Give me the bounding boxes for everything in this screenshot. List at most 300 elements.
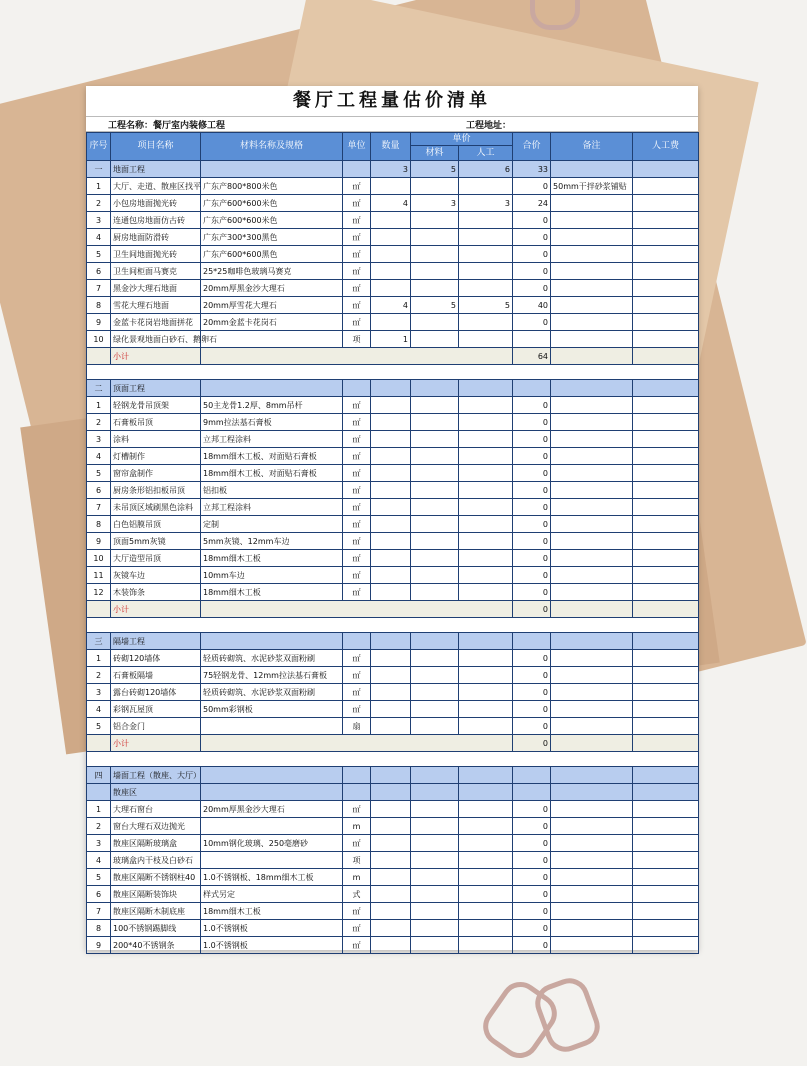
row-total: 0 xyxy=(513,667,551,684)
row-labor-price xyxy=(459,246,513,263)
row-item-name: 厨房地面防滑砖 xyxy=(111,229,201,246)
row-item-name: 大厅、走道、散座区找平 xyxy=(111,178,201,195)
row-number: 6 xyxy=(87,263,111,280)
row-mat-price xyxy=(411,550,459,567)
row-mat-price xyxy=(411,314,459,331)
row-unit: ㎡ xyxy=(343,584,371,601)
row-material: 立邦工程涂料 xyxy=(201,431,343,448)
row-labor-fee xyxy=(633,584,699,601)
row-remark xyxy=(551,818,633,835)
row-mat-price: 3 xyxy=(411,195,459,212)
header-labor: 人工 xyxy=(459,146,513,161)
row-unit: ㎡ xyxy=(343,397,371,414)
row-labor-fee xyxy=(633,263,699,280)
subtotal-value: 0 xyxy=(513,601,551,618)
header-unit-price: 单价 xyxy=(411,133,513,146)
row-remark xyxy=(551,701,633,718)
table-row xyxy=(87,718,699,735)
row-item-name: 散座区隔断木制底座 xyxy=(111,903,201,920)
row-labor-price xyxy=(459,482,513,499)
row-mat-price xyxy=(411,937,459,954)
row-number: 11 xyxy=(87,567,111,584)
row-material: 立邦工程涂料 xyxy=(201,499,343,516)
row-mat-price xyxy=(411,903,459,920)
row-total: 0 xyxy=(513,516,551,533)
row-number: 2 xyxy=(87,667,111,684)
row-unit: ㎡ xyxy=(343,482,371,499)
row-total: 0 xyxy=(513,397,551,414)
row-labor-price xyxy=(459,178,513,195)
row-qty xyxy=(371,431,411,448)
row-mat-price xyxy=(411,667,459,684)
row-labor-fee xyxy=(633,920,699,937)
table-row xyxy=(87,684,699,701)
section-unit xyxy=(343,633,371,650)
section-number: 四 xyxy=(87,767,111,784)
row-unit: ㎡ xyxy=(343,701,371,718)
row-total: 24 xyxy=(513,195,551,212)
row-material: 广东产600*600米色 xyxy=(201,195,343,212)
row-qty xyxy=(371,903,411,920)
row-material: 铝扣板 xyxy=(201,482,343,499)
section-number: 二 xyxy=(87,380,111,397)
row-unit: ㎡ xyxy=(343,465,371,482)
row-mat-price xyxy=(411,718,459,735)
row-number: 5 xyxy=(87,465,111,482)
row-remark xyxy=(551,280,633,297)
row-material: 18mm细木工板 xyxy=(201,903,343,920)
row-number: 8 xyxy=(87,297,111,314)
row-item-name: 雪花大理石地面 xyxy=(111,297,201,314)
row-labor-price xyxy=(459,920,513,937)
row-material: 轻质砖砌筑、水泥砂浆双面粉刷 xyxy=(201,650,343,667)
row-unit: ㎡ xyxy=(343,533,371,550)
row-remark xyxy=(551,448,633,465)
row-unit: ㎡ xyxy=(343,414,371,431)
row-remark xyxy=(551,195,633,212)
row-labor-price xyxy=(459,533,513,550)
table-row xyxy=(87,414,699,431)
row-item-name: 连通包房地面仿古砖 xyxy=(111,212,201,229)
section-labor xyxy=(459,767,513,784)
table-row xyxy=(87,246,699,263)
row-remark xyxy=(551,650,633,667)
row-number: 6 xyxy=(87,886,111,903)
row-total: 0 xyxy=(513,280,551,297)
row-total: 0 xyxy=(513,212,551,229)
row-total: 0 xyxy=(513,852,551,869)
row-material: 广东产300*300黑色 xyxy=(201,229,343,246)
row-number: 2 xyxy=(87,195,111,212)
row-remark xyxy=(551,431,633,448)
row-labor-fee xyxy=(633,886,699,903)
gap-cell xyxy=(87,752,699,767)
estimate-table xyxy=(86,132,699,954)
table-row xyxy=(87,903,699,920)
row-total: 0 xyxy=(513,414,551,431)
row-material: 20mm厚黑金沙大理石 xyxy=(201,280,343,297)
row-item-name: 彩钢瓦屋顶 xyxy=(111,701,201,718)
area-cell xyxy=(201,784,343,801)
subtotal-label: 小计 xyxy=(111,601,201,618)
row-material xyxy=(201,852,343,869)
row-qty xyxy=(371,280,411,297)
section-material xyxy=(201,633,343,650)
row-mat-price xyxy=(411,280,459,297)
row-labor-price xyxy=(459,718,513,735)
row-number: 1 xyxy=(87,801,111,818)
row-qty xyxy=(371,314,411,331)
row-mat-price xyxy=(411,212,459,229)
row-number: 5 xyxy=(87,246,111,263)
row-labor-price xyxy=(459,229,513,246)
row-remark: 50mm干拌砂浆铺贴 xyxy=(551,178,633,195)
section-unit xyxy=(343,380,371,397)
row-labor-price xyxy=(459,397,513,414)
table-row xyxy=(87,482,699,499)
row-total: 0 xyxy=(513,314,551,331)
subtotal-value: 64 xyxy=(513,348,551,365)
table-row xyxy=(87,584,699,601)
header-seq: 序号 xyxy=(87,133,111,161)
row-qty xyxy=(371,701,411,718)
row-qty xyxy=(371,229,411,246)
row-item-name: 露台砖砌120墙体 xyxy=(111,684,201,701)
row-total: 0 xyxy=(513,465,551,482)
row-number: 1 xyxy=(87,650,111,667)
row-labor-fee xyxy=(633,650,699,667)
row-total: 0 xyxy=(513,533,551,550)
row-labor-price xyxy=(459,448,513,465)
section-unit xyxy=(343,767,371,784)
section-labor-fee xyxy=(633,767,699,784)
table-row xyxy=(87,331,699,348)
row-unit: ㎡ xyxy=(343,516,371,533)
row-number: 12 xyxy=(87,584,111,601)
row-labor-fee xyxy=(633,667,699,684)
row-labor-price xyxy=(459,650,513,667)
row-item-name: 未吊顶区域刷黑色涂料 xyxy=(111,499,201,516)
row-total: 0 xyxy=(513,431,551,448)
row-total: 0 xyxy=(513,499,551,516)
row-labor-fee xyxy=(633,195,699,212)
section-total xyxy=(513,380,551,397)
row-total: 0 xyxy=(513,701,551,718)
row-unit: ㎡ xyxy=(343,246,371,263)
row-item-name: 玻璃盒内干枝及白砂石 xyxy=(111,852,201,869)
section-unit xyxy=(343,161,371,178)
row-labor-fee xyxy=(633,684,699,701)
table-row xyxy=(87,212,699,229)
row-remark xyxy=(551,584,633,601)
row-material: 18mm细木工板、对面贴石膏板 xyxy=(201,465,343,482)
row-unit: ㎡ xyxy=(343,212,371,229)
row-total: 0 xyxy=(513,886,551,903)
subtotal-labor-fee xyxy=(633,348,699,365)
header-mat: 材料 xyxy=(411,146,459,161)
row-labor-price xyxy=(459,465,513,482)
gap-cell xyxy=(87,365,699,380)
row-remark xyxy=(551,937,633,954)
section-labor-fee xyxy=(633,380,699,397)
row-total: 0 xyxy=(513,229,551,246)
row-labor-fee xyxy=(633,465,699,482)
row-unit: ㎡ xyxy=(343,903,371,920)
row-total: 0 xyxy=(513,567,551,584)
header-remark: 备注 xyxy=(551,133,633,161)
section-material xyxy=(201,767,343,784)
row-number: 7 xyxy=(87,499,111,516)
row-unit: ㎡ xyxy=(343,650,371,667)
row-labor-price: 5 xyxy=(459,297,513,314)
row-material: 广东产600*600米色 xyxy=(201,212,343,229)
section-number: 三 xyxy=(87,633,111,650)
row-total: 0 xyxy=(513,263,551,280)
row-number: 8 xyxy=(87,516,111,533)
row-labor-price xyxy=(459,567,513,584)
table-row xyxy=(87,397,699,414)
row-qty xyxy=(371,718,411,735)
row-unit: ㎡ xyxy=(343,835,371,852)
subtotal-span xyxy=(201,601,513,618)
table-row xyxy=(87,533,699,550)
row-mat-price: 5 xyxy=(411,297,459,314)
row-qty: 4 xyxy=(371,195,411,212)
row-number: 6 xyxy=(87,482,111,499)
row-labor-price xyxy=(459,701,513,718)
row-number: 10 xyxy=(87,331,111,348)
row-number: 9 xyxy=(87,314,111,331)
row-material xyxy=(201,331,343,348)
row-material: 广东产800*800米色 xyxy=(201,178,343,195)
row-remark xyxy=(551,212,633,229)
row-item-name: 大理石窗台 xyxy=(111,801,201,818)
row-remark xyxy=(551,684,633,701)
table-row xyxy=(87,550,699,567)
row-mat-price xyxy=(411,701,459,718)
row-qty xyxy=(371,650,411,667)
section-name: 隔墙工程 xyxy=(111,633,201,650)
row-item-name: 散座区隔断装饰块 xyxy=(111,886,201,903)
table-row xyxy=(87,801,699,818)
row-mat-price xyxy=(411,584,459,601)
row-remark xyxy=(551,465,633,482)
section-name: 墙面工程（散座、大厅） xyxy=(111,767,201,784)
row-unit: ㎡ xyxy=(343,431,371,448)
table-row xyxy=(87,852,699,869)
project-name: 工程名称：餐厅室内装修工程 xyxy=(108,121,226,131)
row-labor-price xyxy=(459,903,513,920)
row-number: 4 xyxy=(87,852,111,869)
row-material: 9mm拉法基石膏板 xyxy=(201,414,343,431)
section-remark xyxy=(551,380,633,397)
row-labor-price xyxy=(459,852,513,869)
row-mat-price xyxy=(411,835,459,852)
subtotal-label: 小计 xyxy=(111,735,201,752)
row-item-name: 涂料 xyxy=(111,431,201,448)
row-mat-price xyxy=(411,229,459,246)
row-unit: ㎡ xyxy=(343,314,371,331)
row-material: 20mm厚雪花大理石 xyxy=(201,297,343,314)
section-labor: 6 xyxy=(459,161,513,178)
section-mat xyxy=(411,380,459,397)
row-total: 0 xyxy=(513,869,551,886)
row-item-name: 小包房地面抛光砖 xyxy=(111,195,201,212)
row-material: 50主龙骨1.2厚、8mm吊杆 xyxy=(201,397,343,414)
section-mat xyxy=(411,633,459,650)
row-qty xyxy=(371,533,411,550)
section-header-row xyxy=(87,161,699,178)
row-item-name: 散座区隔断玻璃盒 xyxy=(111,835,201,852)
header-qty: 数量 xyxy=(371,133,411,161)
row-remark xyxy=(551,835,633,852)
row-qty xyxy=(371,212,411,229)
row-labor-fee xyxy=(633,314,699,331)
subtotal-row xyxy=(87,348,699,365)
row-mat-price xyxy=(411,886,459,903)
section-qty xyxy=(371,767,411,784)
row-qty xyxy=(371,263,411,280)
row-labor-fee xyxy=(633,818,699,835)
table-row xyxy=(87,280,699,297)
row-remark xyxy=(551,718,633,735)
row-total: 0 xyxy=(513,584,551,601)
row-item-name: 金蓝卡花岗岩地面拼花 xyxy=(111,314,201,331)
row-number: 8 xyxy=(87,920,111,937)
subtotal-remark xyxy=(551,735,633,752)
row-number: 5 xyxy=(87,869,111,886)
row-unit: ㎡ xyxy=(343,684,371,701)
row-remark xyxy=(551,550,633,567)
row-material: 18mm细木工板 xyxy=(201,584,343,601)
row-item-name: 轻钢龙骨吊顶架 xyxy=(111,397,201,414)
row-item-name: 灰镜车边 xyxy=(111,567,201,584)
row-qty xyxy=(371,178,411,195)
table-row xyxy=(87,920,699,937)
row-unit: ㎡ xyxy=(343,229,371,246)
row-qty xyxy=(371,835,411,852)
table-row xyxy=(87,886,699,903)
header-material: 材料名称及规格 xyxy=(201,133,343,161)
row-labor-price xyxy=(459,331,513,348)
row-number: 5 xyxy=(87,718,111,735)
row-unit: ㎡ xyxy=(343,448,371,465)
row-remark xyxy=(551,331,633,348)
row-labor-price xyxy=(459,684,513,701)
section-qty: 3 xyxy=(371,161,411,178)
row-remark xyxy=(551,516,633,533)
row-total: 0 xyxy=(513,550,551,567)
table-row xyxy=(87,448,699,465)
row-total: 0 xyxy=(513,818,551,835)
row-labor-fee xyxy=(633,246,699,263)
row-mat-price xyxy=(411,852,459,869)
row-labor-price xyxy=(459,212,513,229)
section-name: 顶面工程 xyxy=(111,380,201,397)
row-remark xyxy=(551,886,633,903)
row-total: 0 xyxy=(513,650,551,667)
row-mat-price xyxy=(411,869,459,886)
row-qty: 1 xyxy=(371,331,411,348)
row-unit: ㎡ xyxy=(343,263,371,280)
row-remark xyxy=(551,297,633,314)
row-unit: ㎡ xyxy=(343,297,371,314)
row-number: 1 xyxy=(87,397,111,414)
row-item-name: 石膏板隔墙 xyxy=(111,667,201,684)
row-labor-price xyxy=(459,584,513,601)
row-material: 75轻钢龙骨、12mm拉法基石膏板 xyxy=(201,667,343,684)
section-mat: 5 xyxy=(411,161,459,178)
area-blank xyxy=(87,784,111,801)
row-number: 2 xyxy=(87,414,111,431)
row-qty xyxy=(371,448,411,465)
row-item-name: 顶面5mm灰镜 xyxy=(111,533,201,550)
row-qty xyxy=(371,465,411,482)
row-labor-fee xyxy=(633,801,699,818)
row-material: 18mm细木工板、对面贴石膏板 xyxy=(201,448,343,465)
row-total: 0 xyxy=(513,482,551,499)
row-labor-price xyxy=(459,314,513,331)
row-material: 广东产600*600黑色 xyxy=(201,246,343,263)
row-labor-price xyxy=(459,414,513,431)
row-unit: m xyxy=(343,869,371,886)
table-row xyxy=(87,516,699,533)
row-qty xyxy=(371,550,411,567)
table-row xyxy=(87,297,699,314)
row-labor-fee xyxy=(633,414,699,431)
row-total: 0 xyxy=(513,684,551,701)
row-remark xyxy=(551,414,633,431)
table-row xyxy=(87,314,699,331)
row-labor-fee xyxy=(633,533,699,550)
subtotal-remark xyxy=(551,348,633,365)
row-labor-fee xyxy=(633,229,699,246)
row-labor-price xyxy=(459,937,513,954)
row-item-name: 绿化景观地面白砂石、鹅卵石 xyxy=(111,331,201,348)
row-mat-price xyxy=(411,533,459,550)
row-unit: 项 xyxy=(343,852,371,869)
row-unit: ㎡ xyxy=(343,178,371,195)
row-remark xyxy=(551,482,633,499)
table-row xyxy=(87,667,699,684)
area-cell xyxy=(459,784,513,801)
row-material: 轻质砖砌筑、水泥砂浆双面粉刷 xyxy=(201,684,343,701)
row-remark xyxy=(551,567,633,584)
subtotal-blank xyxy=(87,601,111,618)
section-labor xyxy=(459,633,513,650)
row-material: 1.0不锈钢板、18mm细木工板 xyxy=(201,869,343,886)
row-mat-price xyxy=(411,482,459,499)
section-header-row xyxy=(87,633,699,650)
header-labor-fee: 人工费 xyxy=(633,133,699,161)
row-remark xyxy=(551,499,633,516)
row-item-name: 卫生间地面抛光砖 xyxy=(111,246,201,263)
row-material: 5mm灰镜、12mm车边 xyxy=(201,533,343,550)
row-remark xyxy=(551,314,633,331)
row-item-name: 铝合金门 xyxy=(111,718,201,735)
table-row xyxy=(87,937,699,954)
row-total: 0 xyxy=(513,178,551,195)
row-number: 9 xyxy=(87,533,111,550)
row-unit: ㎡ xyxy=(343,195,371,212)
row-qty xyxy=(371,886,411,903)
row-qty xyxy=(371,801,411,818)
row-remark xyxy=(551,397,633,414)
area-cell xyxy=(633,784,699,801)
row-remark xyxy=(551,852,633,869)
row-remark xyxy=(551,533,633,550)
section-gap-row xyxy=(87,752,699,767)
